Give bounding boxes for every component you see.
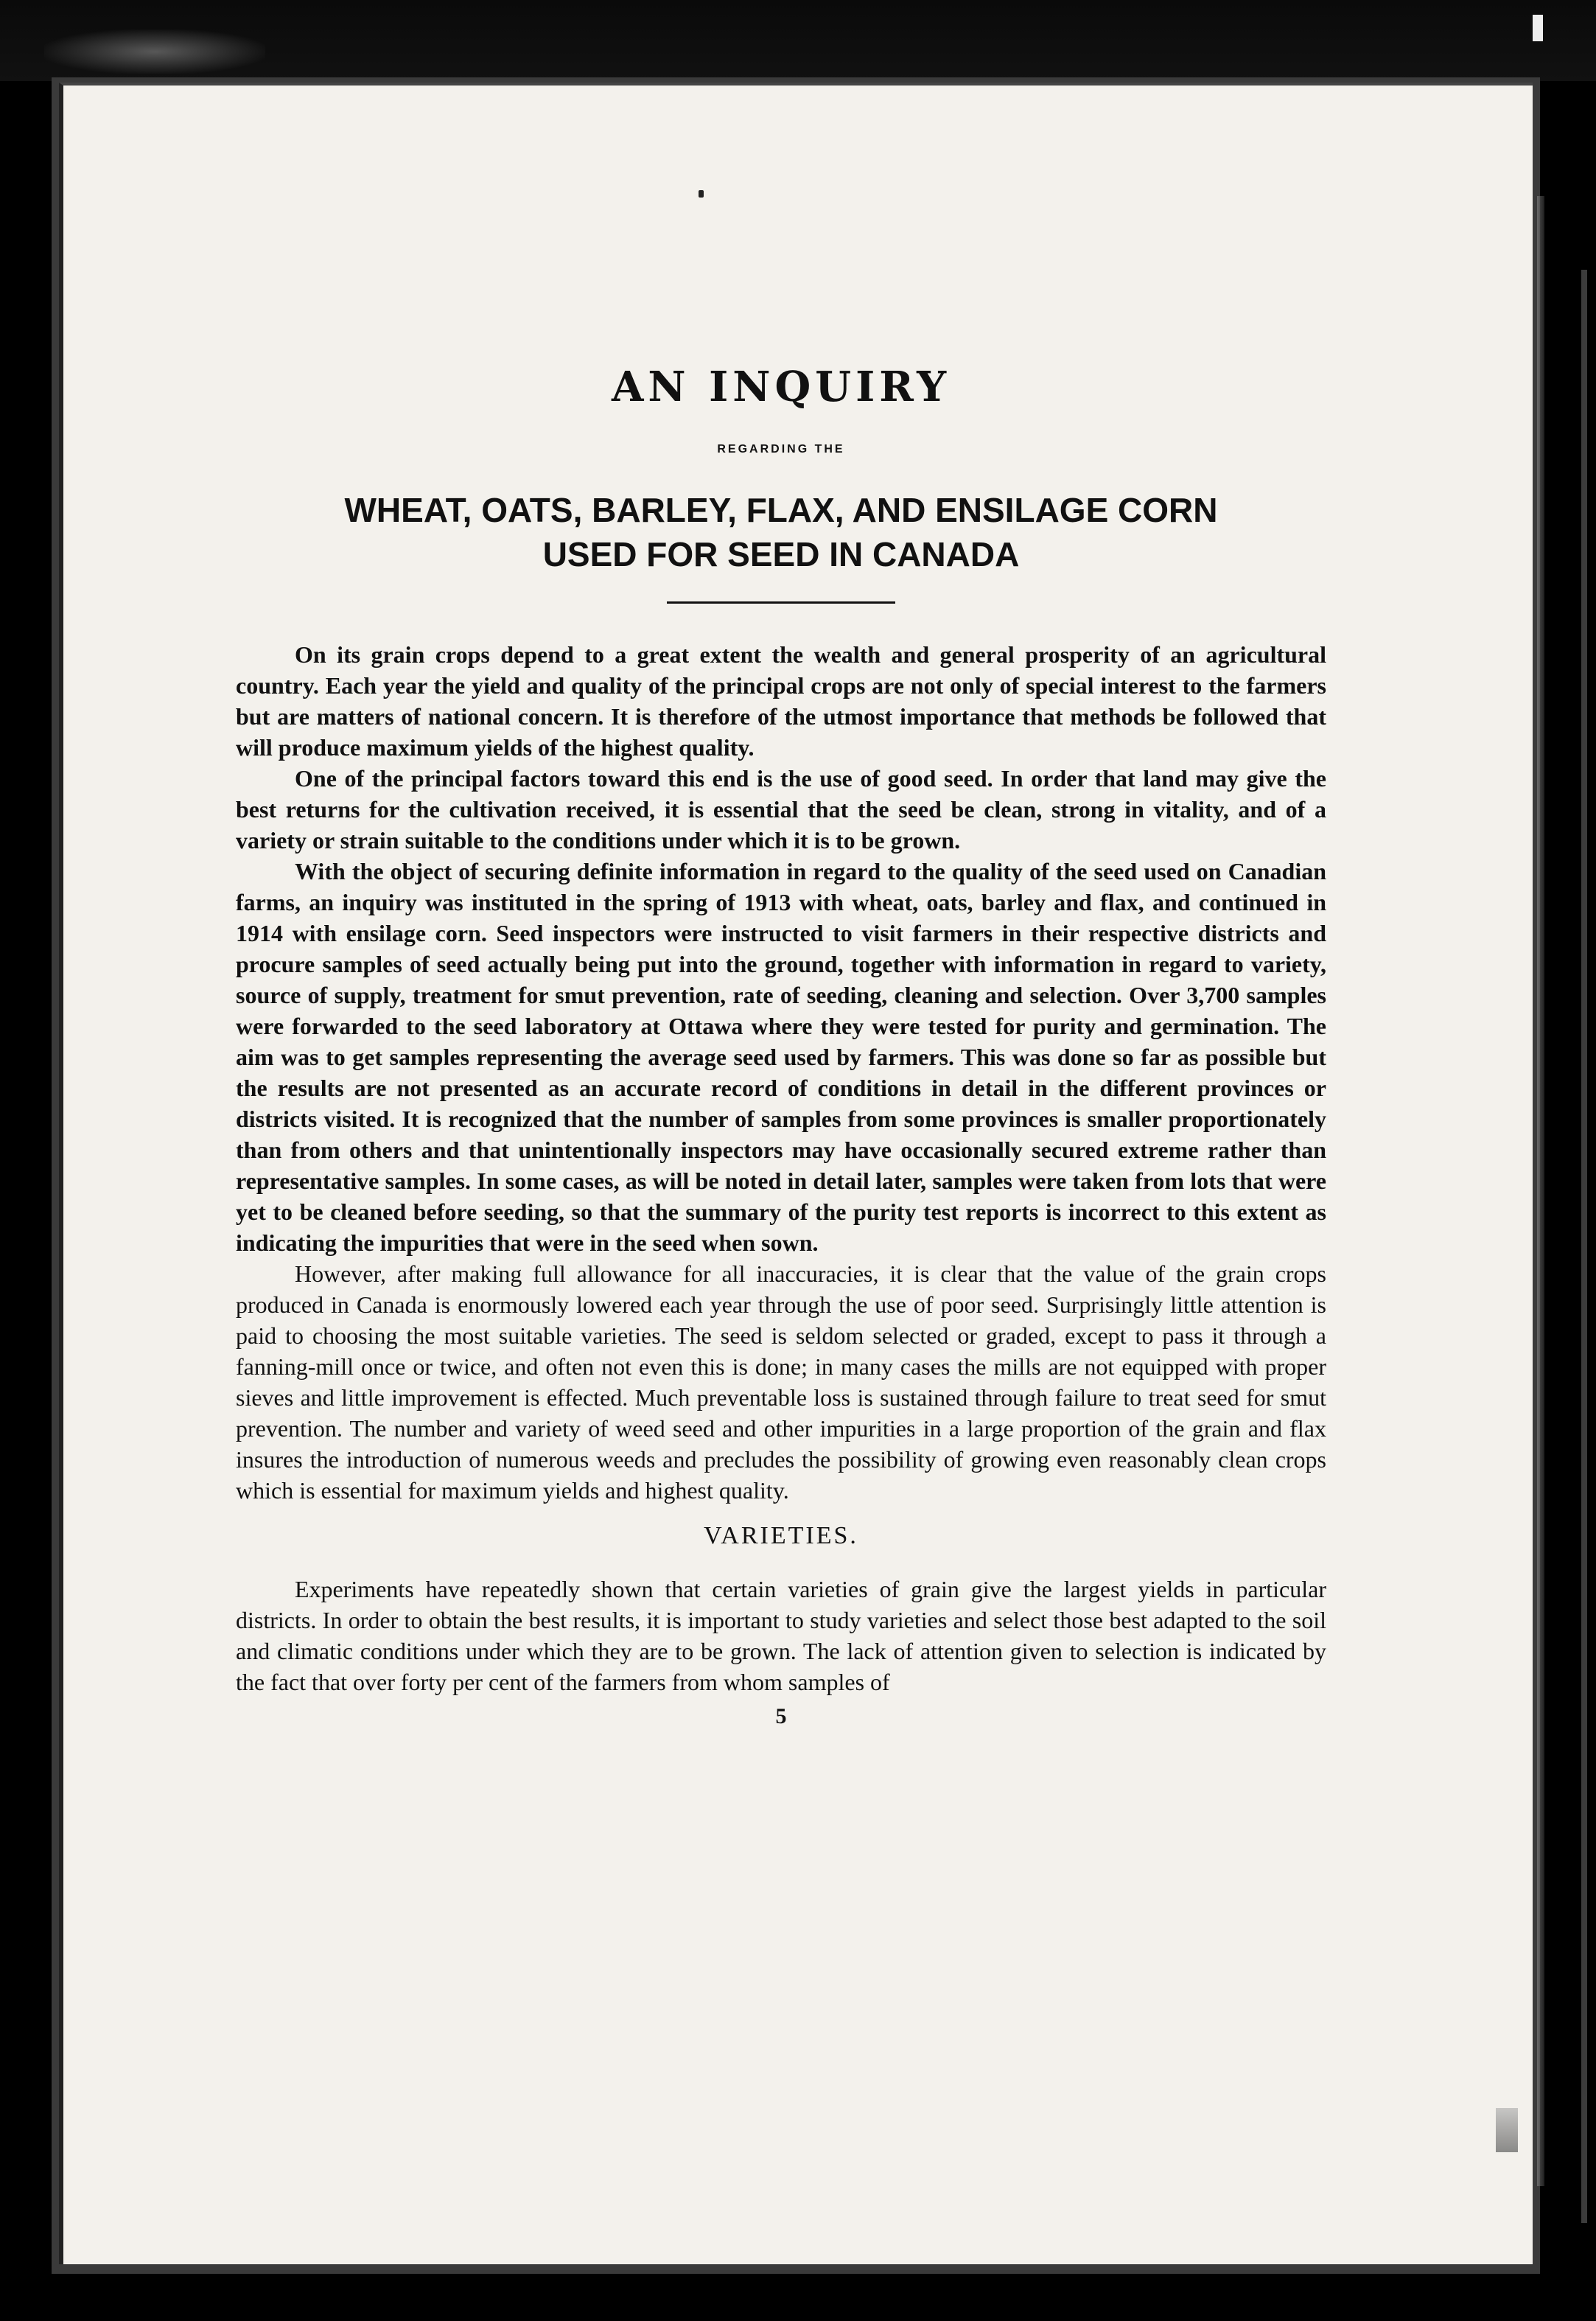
paragraph-2: One of the principal factors toward this end is the use of good seed. In order that land may give the best returns for the cultivation received, it is essential that the seed be clean, strong in vitality, and of a variety or strain suitable to the conditions under which it is to be grown. xyxy=(236,765,1326,854)
document-title: AN INQUIRY xyxy=(611,363,951,411)
page-mark xyxy=(699,190,704,198)
paragraph-3: With the object of securing definite information in regard to the quality of the seed used on Canadian farms, an inquiry was instituted in the spring of 1913 with wheat, oats, barley and flax, and continued in 1914 with ensilage corn. Seed inspectors were instructed to visit farmers in their respective districts and procure samples of seed actually being put into the ground, together with information in regard to variety, source of supply, treatment for smut prevention, rate of seeding, cleaning and selection. Over 3,700 samples were forwarded to the seed laboratory at Ottawa where they were tested for purity and germination. The aim was to get samples representing the average seed used by farmers. This was done so far as possible but the results are not presented as an accurate record of conditions in detail in the different provinces or districts visited. It is recognized that the number of samples from some provinces is smaller proportionately than from others and that unintentionally inspectors may have occasionally secured extreme rather than representative samples. In some cases, as will be noted in detail later, samples were taken from lots that were yet to be cleaned before seeding, so that the summary of the purity test reports is incorrect to this extent as indicating the impurities that were in the seed when sown. xyxy=(236,858,1326,1256)
paragraph-4: However, after making full allowance for all inaccuracies, it is clear that the value of the grain crops produced in Canada is enormously lowered each year through the use of poor seed. Surprisingly little attention is paid to choosing the most suitable varieties. The seed is seldom selected or graded, except to pass it through a fanning-mill once or twice, and often not even this is done; in many cases the mills are not equipped with proper sieves and little improvement is effected. Much preventable loss is sustained through failure to treat seed for smut prevention. The number and variety of weed seed and other impurities in a large proportion of the grain and flax insures the introduction of numerous weeds and precludes the possibility of growing even reasonably clean crops which is essential for maximum yields and highest quality. xyxy=(236,1260,1326,1504)
film-mark xyxy=(1533,15,1543,41)
heading-rule xyxy=(667,601,895,604)
document-content xyxy=(236,361,1326,1731)
intro-body xyxy=(236,639,1326,1506)
main-heading-line-2: USED FOR SEED IN CANADA xyxy=(542,535,1020,573)
document-subtitle: REGARDING THE xyxy=(717,443,845,456)
film-mark-bottom xyxy=(1496,2108,1518,2152)
page-edge-outer xyxy=(1581,270,1587,2223)
section-heading-varieties: VARIETIES. xyxy=(704,1522,858,1549)
paragraph-1: On its grain crops depend to a great extent the wealth and general prosperity of an agricultural country. Each year the yield and quality of the principal crops are not only of special interest to the farmers but are matters of national concern. It is therefore of the utmost importance that methods be followed that will produce maximum yields of the highest quality. xyxy=(236,641,1326,761)
page-number: 5 xyxy=(775,1704,787,1728)
varieties-body xyxy=(236,1574,1326,1697)
film-smudge xyxy=(44,29,265,74)
varieties-paragraph: Experiments have repeatedly shown that certain varieties of grain give the largest yields in particular districts. In order to obtain the best results, it is important to study varieties and select those best adapted to the soil and climatic conditions under which they are to be grown. The lack of attention given to selection is indicated by the fact that over forty per cent of the farmers from whom samples of xyxy=(236,1576,1326,1695)
main-heading xyxy=(236,488,1326,576)
page-edge xyxy=(1537,196,1544,2186)
main-heading-line-1: WHEAT, OATS, BARLEY, FLAX, AND ENSILAGE CORN xyxy=(344,491,1218,529)
